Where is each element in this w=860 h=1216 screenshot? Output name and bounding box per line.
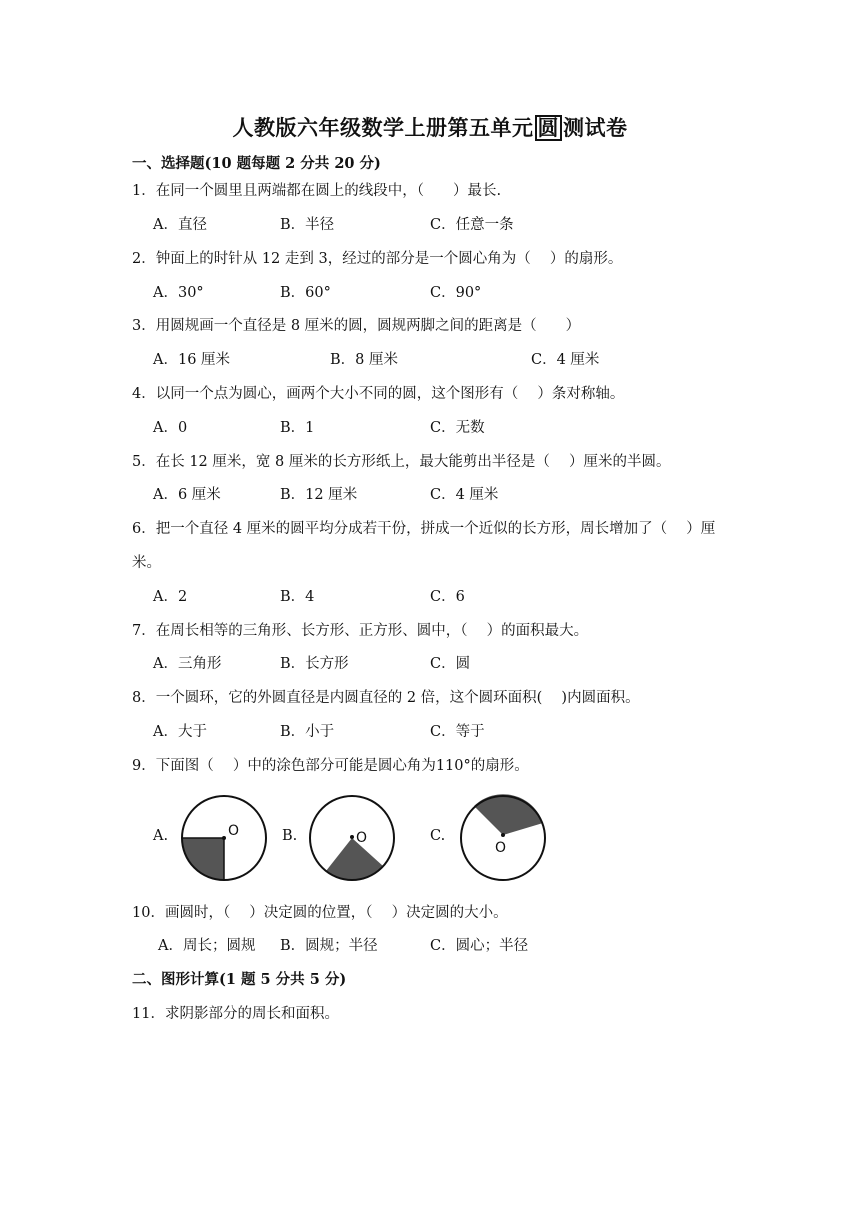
option-c: C．4 厘米 [531,352,600,368]
figure-a-label: A. [153,828,169,844]
question-3: 3．用圆规画一个直径是 8 厘米的圆，圆规两脚之间的距离是（ ） [132,318,581,334]
option-b: B．8 厘米 [330,352,398,368]
option-c: C．90° [430,285,482,301]
option-a: A．三角形 [153,656,222,672]
question-7-options [153,652,753,672]
figure-c-center-label: O [495,840,507,856]
question-9: 9．下面图（ ）中的涂色部分可能是圆心角为110°的扇形。 [132,758,529,774]
option-c: C．圆心；半径 [430,938,529,954]
option-a: A．6 厘米 [153,487,221,503]
question-6-continued: 米。 [132,555,161,571]
question-4-options [153,416,753,436]
question-5-options [153,483,753,503]
option-b: B．长方形 [280,656,349,672]
question-2-options [153,281,753,301]
option-b: B．4 [280,589,315,605]
figure-b-center-dot [350,835,354,839]
option-c: C．圆 [430,656,471,672]
option-a: A．大于 [153,724,207,740]
question-4: 4．以同一个点为圆心，画两个大小不同的圆，这个图形有（ ）条对称轴。 [132,386,625,402]
option-a: A．0 [153,420,188,436]
figure-c-label: C. [430,828,446,844]
question-6-options [153,585,753,605]
question-5: 5．在长 12 厘米，宽 8 厘米的长方形纸上，最大能剪出半径是（ ）厘米的半圆。 [132,454,671,470]
option-c: C．无数 [430,420,485,436]
figure-c-circle [457,792,549,884]
option-b: B．小于 [280,724,335,740]
option-b: B．半径 [280,217,335,233]
question-8: 8．一个圆环，它的外圆直径是内圆直径的 2 倍，这个圆环面积( )内圆面积。 [132,690,640,706]
question-3-options [153,348,753,368]
question-11: 11．求阴影部分的周长和面积。 [132,1006,339,1022]
page-title [0,112,860,142]
option-b: B．12 厘米 [280,487,358,503]
figure-a-center-label: O [228,823,240,839]
option-a: A．2 [153,589,188,605]
section-choice-heading: 一、选择题(10 题每题 2 分共 20 分) [132,155,381,172]
option-c: C．4 厘米 [430,487,499,503]
option-a: A．30° [153,285,204,301]
question-7: 7．在周长相等的三角形、长方形、正方形、圆中，（ ）的面积最大。 [132,623,589,639]
question-8-options [153,720,753,740]
option-b: B．1 [280,420,315,436]
option-a: A．16 厘米 [153,352,231,368]
question-1-options [153,213,753,233]
title-tail: 测试卷 [563,115,628,140]
option-b: B．圆规；半径 [280,938,378,954]
option-a: A．周长；圆规 [158,938,256,954]
question-10-options [158,934,758,954]
option-c: C．等于 [430,724,485,740]
question-1: 1．在同一个圆里且两端都在圆上的线段中，（ ）最长. [132,183,502,199]
figure-b-circle [306,792,398,884]
title-main: 人教版六年级数学上册第五单元 [232,115,534,140]
figure-b-center-label: O [356,830,368,846]
question-2: 2．钟面上的时针从 12 走到 3，经过的部分是一个圆心角为（ ）的扇形。 [132,251,623,267]
option-a: A．直径 [153,217,207,233]
option-c: C．6 [430,589,465,605]
figure-b-label: B. [282,828,298,844]
figure-a-circle [178,792,270,884]
question-6: 6．把一个直径 4 厘米的圆平均分成若干份，拼成一个近似的长方形，周长增加了（ ）厘 [132,521,716,537]
option-c: C．任意一条 [430,217,514,233]
figure-a-center-dot [222,836,226,840]
section-calc-heading: 二、图形计算(1 题 5 分共 5 分) [132,971,347,988]
figure-c-center-dot [501,833,505,837]
question-10: 10．画圆时，（ ）决定圆的位置，（ ）决定圆的大小。 [132,905,508,921]
title-boxed-char: 圆 [535,115,563,141]
option-b: B．60° [280,285,331,301]
